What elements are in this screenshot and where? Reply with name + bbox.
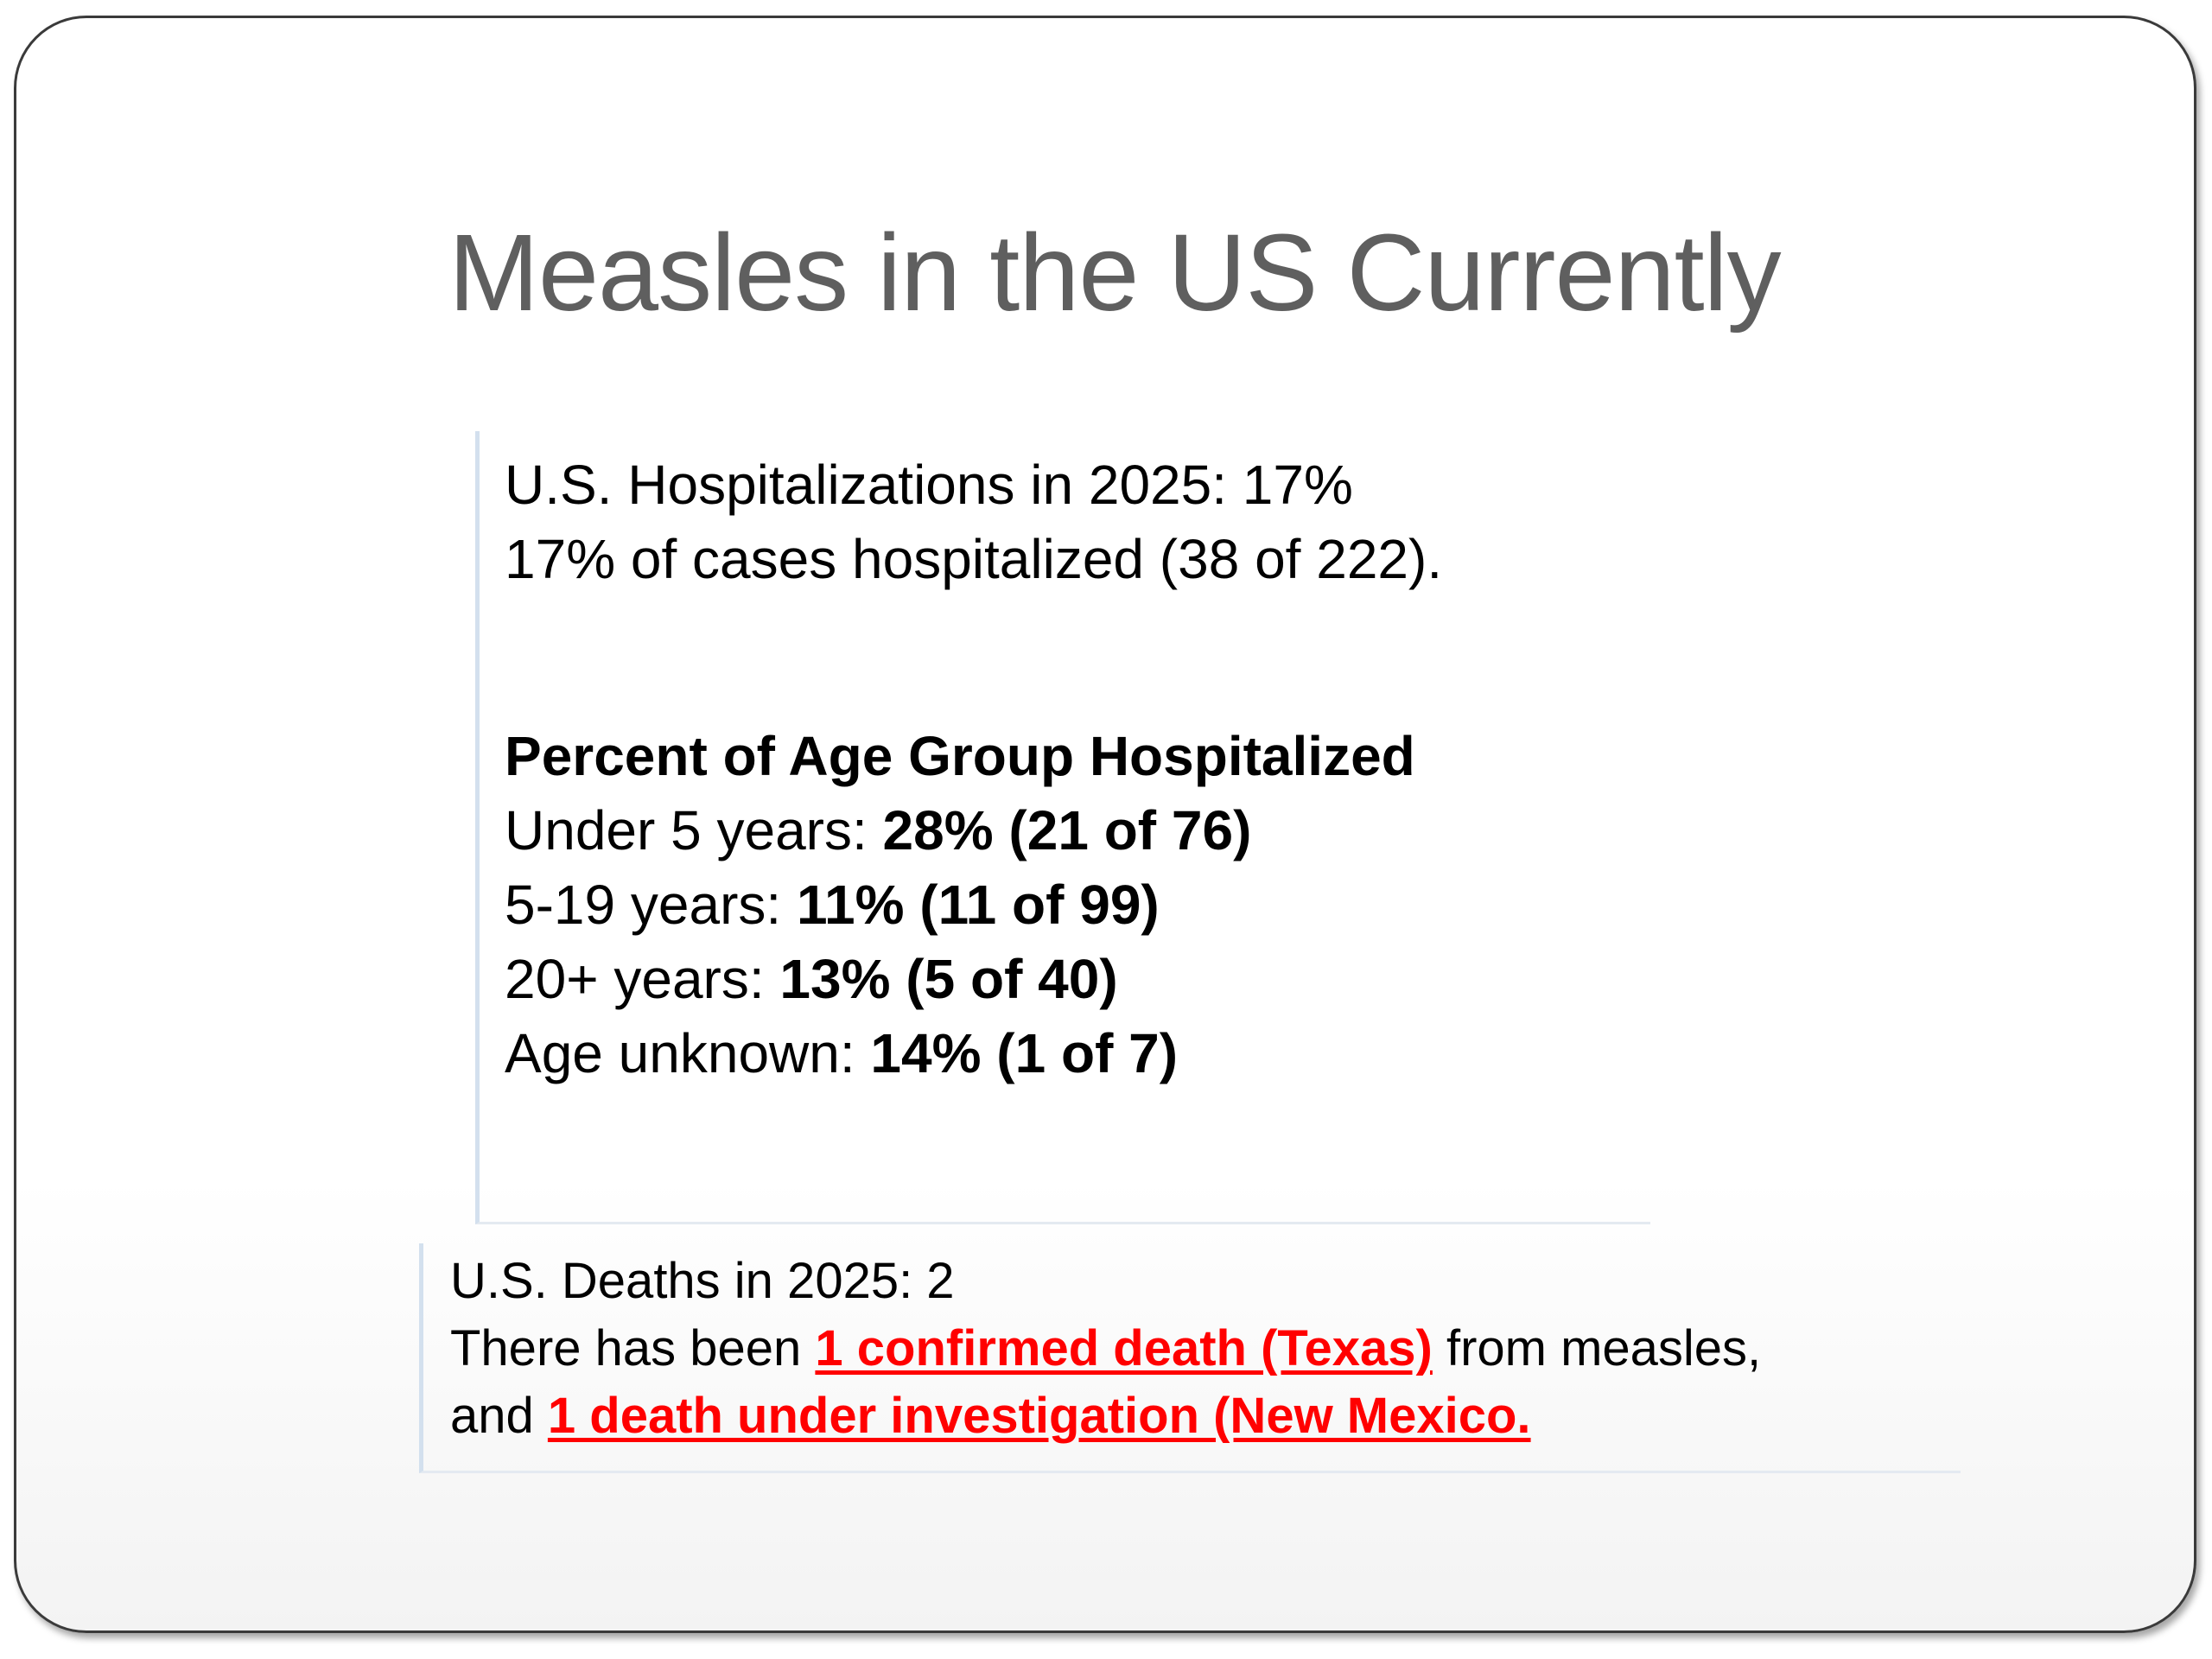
age-group-row-under-5 [505,793,1251,868]
slide-title: Measles in the US Currently [448,212,1781,334]
age-group-title: Percent of Age Group Hospitalized [505,725,1415,787]
hospitalizations-box [475,431,1650,1224]
age-group-row-20-plus [505,942,1118,1016]
age-group-value: 14% (1 of 7) [870,1022,1179,1084]
age-group-row-unknown [505,1016,1178,1090]
confirmed-death-link[interactable]: 1 confirmed death (Texas) [815,1320,1433,1376]
age-group-value: 28% (21 of 76) [882,799,1252,861]
age-group-label: 20+ years: [505,948,780,1010]
age-group-row-5-19 [505,868,1160,942]
deaths-box [419,1243,1961,1473]
death-investigation-link[interactable]: 1 death under investigation (New Mexico. [547,1388,1531,1444]
age-group-value: 13% (5 of 40) [779,948,1118,1010]
deaths-line-investigation: and 1 death under investigation (New Mexico. [450,1388,1531,1444]
age-group-label: 5-19 years: [505,874,797,936]
age-group-value: 11% (11 of 99) [796,874,1160,936]
deaths-heading: U.S. Deaths in 2025: 2 [450,1253,955,1309]
hospitalizations-heading: U.S. Hospitalizations in 2025: 17% [505,454,1353,516]
age-group-label: Age unknown: [505,1022,871,1084]
hospitalizations-summary: 17% of cases hospitalized (38 of 222). [505,528,1443,590]
deaths-line-confirmed: There has been 1 confirmed death (Texas) from measles, [450,1320,1762,1376]
age-group-label: Under 5 years: [505,799,883,861]
slide [14,16,2196,1633]
